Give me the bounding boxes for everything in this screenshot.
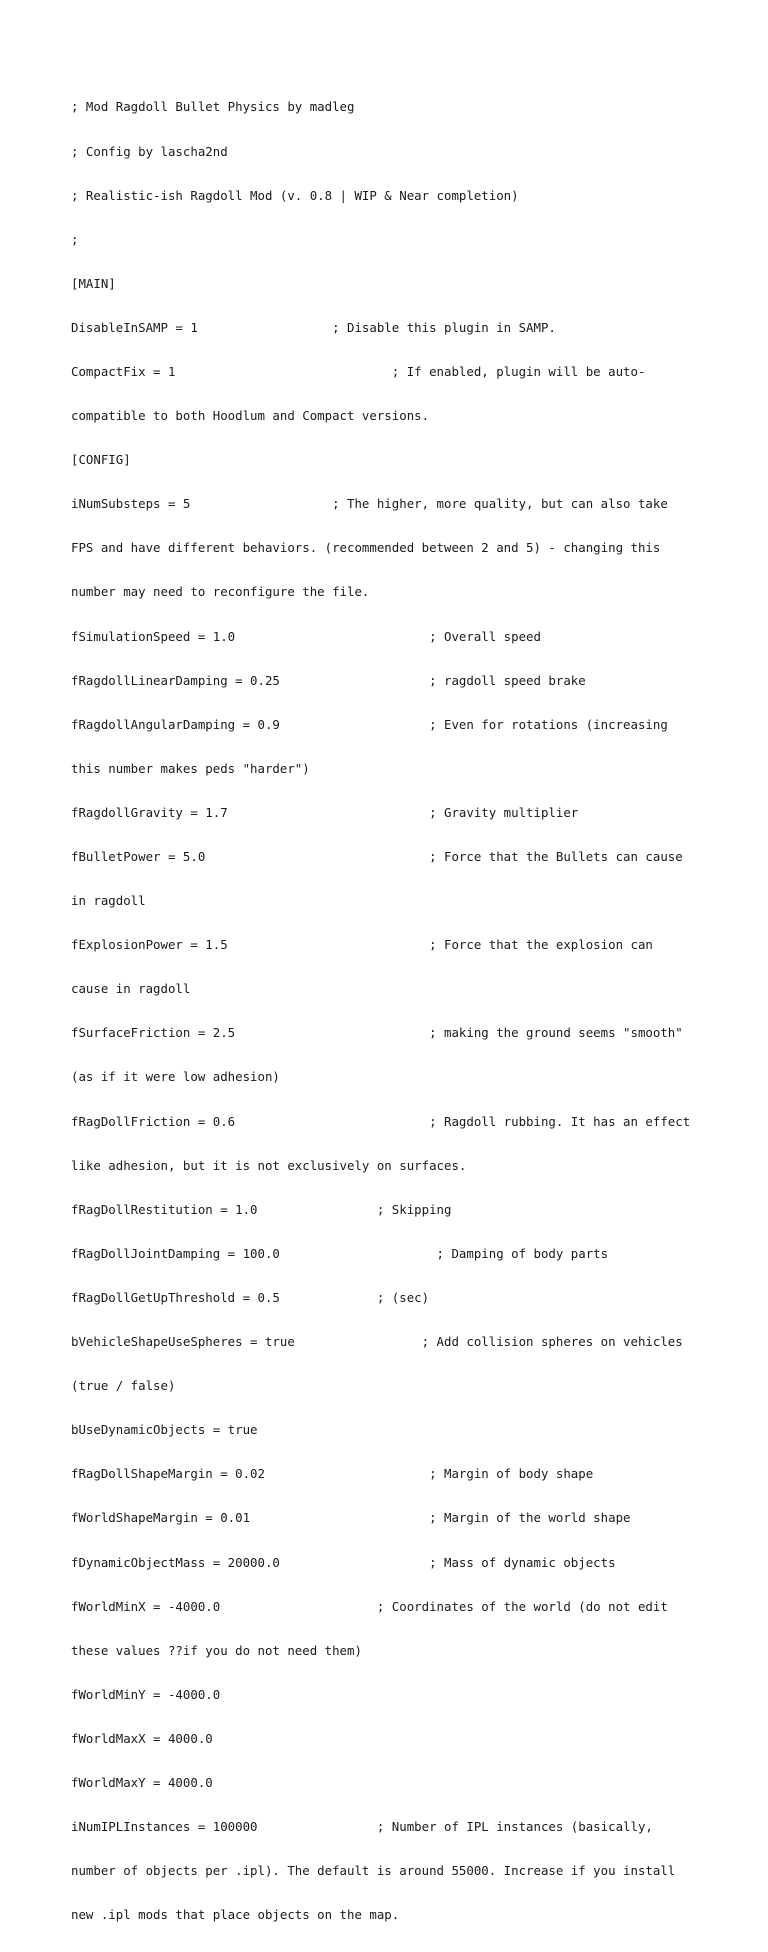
section-header-main: [MAIN] xyxy=(71,275,116,291)
config-text xyxy=(71,71,731,1952)
text-line: in ragdoll xyxy=(71,893,146,909)
text-line: ; Realistic-ish Ragdoll Mod (v. 0.8 | WIP & Near completion) xyxy=(71,187,519,203)
text-line: number may need to reconfigure the file. xyxy=(71,584,370,600)
text-line: fBulletPower = 5.0 ; Force that the Bullets can cause xyxy=(71,849,683,864)
text-line: fWorldMaxX = 4000.0 xyxy=(71,1730,213,1746)
text-line: like adhesion, but it is not exclusively on surfaces. xyxy=(71,1157,467,1173)
text-line: fRagdollAngularDamping = 0.9 ; Even for rotations (increasing xyxy=(71,716,668,732)
text-line: fWorldMinY = -4000.0 xyxy=(71,1686,221,1702)
text-line: fRagDollJointDamping = 100.0 ; Damping of body parts xyxy=(71,1245,609,1261)
text-line: fRagdollLinearDamping = 0.25 ; ragdoll speed brake xyxy=(71,672,586,688)
text-line: ; xyxy=(71,231,79,247)
text-line: fRagDollRestitution = 1.0 ; Skipping xyxy=(71,1201,452,1217)
text-line: DisableInSAMP = 1 ; Disable this plugin in SAMP. xyxy=(71,319,556,335)
text-line: (as if it were low adhesion) xyxy=(71,1069,280,1085)
text-line: CompactFix = 1 ; If enabled, plugin will be auto- xyxy=(71,363,646,379)
section-header-config: [CONFIG] xyxy=(71,452,131,468)
text-line: cause in ragdoll xyxy=(71,981,191,997)
text-line: ; Mod Ragdoll Bullet Physics by madleg xyxy=(71,99,355,115)
text-line: (true / false) xyxy=(71,1378,176,1394)
text-line: fRagDollFriction = 0.6 ; Ragdoll rubbing. It has an effect xyxy=(71,1113,691,1129)
text-line: new .ipl mods that place objects on the map. xyxy=(71,1907,400,1923)
text-line: iNumIPLInstances = 100000 ; Number of IPL instances (basically, xyxy=(71,1819,653,1835)
text-line: fRagDollShapeMargin = 0.02 ; Margin of body shape xyxy=(71,1466,594,1482)
text-line: this number makes peds "harder") xyxy=(71,760,310,776)
text-line: fWorldMaxY = 4000.0 xyxy=(71,1774,213,1790)
text-line: fSimulationSpeed = 1.0 ; Overall speed xyxy=(71,628,541,644)
text-line: fRagdollGravity = 1.7 ; Gravity multiplier xyxy=(71,804,579,820)
text-line: bUseDynamicObjects = true xyxy=(71,1422,258,1438)
text-line: iNumSubsteps = 5 ; The higher, more quality, but can also take xyxy=(71,496,668,512)
text-line: fWorldMinX = -4000.0 ; Coordinates of the world (do not edit xyxy=(71,1598,668,1614)
text-line: fRagDollGetUpThreshold = 0.5 ; (sec) xyxy=(71,1289,430,1305)
text-line: these values ??if you do not need them) xyxy=(71,1642,362,1658)
text-line: bVehicleShapeUseSpheres = true ; Add collision spheres on vehicles xyxy=(71,1334,683,1350)
text-line: fDynamicObjectMass = 20000.0 ; Mass of dynamic objects xyxy=(71,1554,616,1570)
text-line: number of objects per .ipl). The default is around 55000. Increase if you install xyxy=(71,1863,676,1879)
text-line: FPS and have different behaviors. (recommended between 2 and 5) - changing this xyxy=(71,540,661,556)
text-line: fExplosionPower = 1.5 ; Force that the explosion can xyxy=(71,937,653,953)
text-line: compatible to both Hoodlum and Compact versions. xyxy=(71,408,430,424)
text-line: ; Config by lascha2nd xyxy=(71,143,228,159)
text-line: fSurfaceFriction = 2.5 ; making the ground seems "smooth" xyxy=(71,1025,683,1041)
text-line: fWorldShapeMargin = 0.01 ; Margin of the world shape xyxy=(71,1510,631,1526)
